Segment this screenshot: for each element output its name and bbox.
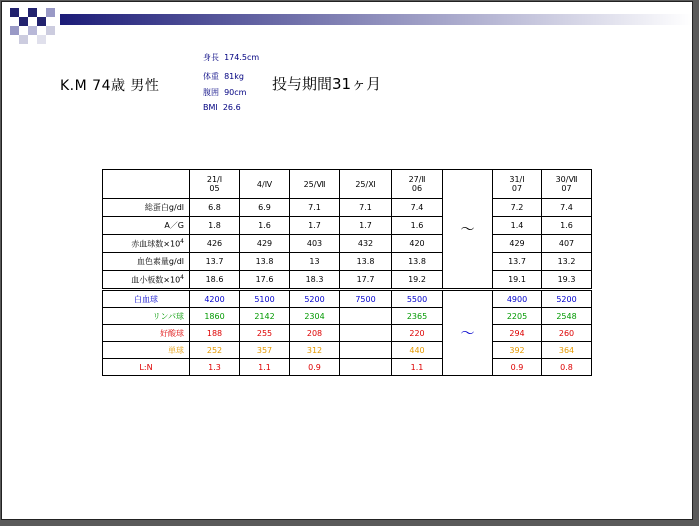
- cell: 4900: [493, 291, 542, 308]
- cell: 432: [340, 235, 392, 253]
- cell: 426: [190, 235, 240, 253]
- cell: [340, 359, 392, 376]
- row-label: 血小板数$\times 10^4$: [103, 271, 190, 289]
- table-row: [103, 291, 592, 308]
- cell: 1.8: [190, 217, 240, 235]
- header-date: 4/Ⅳ: [240, 170, 290, 199]
- weight-stat: 体重 81kg: [203, 72, 244, 81]
- cell: 260: [542, 325, 592, 342]
- cell: 7.4: [542, 199, 592, 217]
- blood-test-table: [102, 169, 592, 289]
- cell: 255: [240, 325, 290, 342]
- table-row: [103, 253, 592, 271]
- cell: 2548: [542, 308, 592, 325]
- table-row: [103, 199, 592, 217]
- table-row: [103, 271, 592, 289]
- cell: 19.2: [392, 271, 443, 289]
- header-date: 25/Ⅺ: [340, 170, 392, 199]
- cell: [340, 342, 392, 359]
- white-blood-cell-table: [102, 290, 592, 376]
- cell: 420: [392, 235, 443, 253]
- cell: 7.2: [493, 199, 542, 217]
- cell: 2304: [290, 308, 340, 325]
- row-label: 白血球: [103, 291, 190, 308]
- cell: 208: [290, 325, 340, 342]
- header-date: 21/Ⅰ 05: [190, 170, 240, 199]
- row-label: 赤血球数$\times 10^4$: [103, 235, 190, 253]
- table-row: [103, 325, 592, 342]
- cell: 7.4: [392, 199, 443, 217]
- cell: [340, 308, 392, 325]
- table-row: [103, 235, 592, 253]
- cell: 19.3: [542, 271, 592, 289]
- dosing-period: 投与期間31ヶ月: [272, 75, 382, 93]
- tilde-separator: ～: [443, 291, 493, 376]
- cell: 392: [493, 342, 542, 359]
- cell: 5500: [392, 291, 443, 308]
- slide: [1, 1, 693, 520]
- cell: 5200: [542, 291, 592, 308]
- cell: 312: [290, 342, 340, 359]
- cell: 19.1: [493, 271, 542, 289]
- cell: 1.1: [240, 359, 290, 376]
- cell: 1.7: [290, 217, 340, 235]
- cell: 2142: [240, 308, 290, 325]
- row-label: 単球: [103, 342, 190, 359]
- table-row: [103, 217, 592, 235]
- cell: 13.7: [493, 253, 542, 271]
- cell: 440: [392, 342, 443, 359]
- cell: 17.6: [240, 271, 290, 289]
- header-date: 27/Ⅱ 06: [392, 170, 443, 199]
- header-blank: [103, 170, 190, 199]
- table-row: [103, 342, 592, 359]
- cell: 0.9: [290, 359, 340, 376]
- cell: 1.6: [240, 217, 290, 235]
- cell: 5100: [240, 291, 290, 308]
- decorative-header-banner: [2, 2, 692, 52]
- cell: 7.1: [290, 199, 340, 217]
- tilde-separator: ～: [443, 170, 493, 289]
- cell: 1.6: [542, 217, 592, 235]
- cell: 188: [190, 325, 240, 342]
- height-stat: 身長 174.5cm: [203, 53, 260, 62]
- bmi-stat: BMI 26.6: [203, 103, 241, 112]
- waist-stat: 腹囲 90cm: [203, 88, 247, 97]
- table-row: [103, 359, 592, 376]
- cell: 294: [493, 325, 542, 342]
- row-label: 総蛋白g/dl: [103, 199, 190, 217]
- cell: 2365: [392, 308, 443, 325]
- cell: [340, 325, 392, 342]
- cell: 429: [240, 235, 290, 253]
- row-label: リンパ球: [103, 308, 190, 325]
- cell: 1.3: [190, 359, 240, 376]
- header-date: 25/Ⅶ: [290, 170, 340, 199]
- cell: 4200: [190, 291, 240, 308]
- cell: 0.8: [542, 359, 592, 376]
- cell: 364: [542, 342, 592, 359]
- cell: 6.9: [240, 199, 290, 217]
- cell: 7.1: [340, 199, 392, 217]
- header-date: 30/Ⅶ 07: [542, 170, 592, 199]
- cell: 220: [392, 325, 443, 342]
- cell: 357: [240, 342, 290, 359]
- cell: 13.2: [542, 253, 592, 271]
- cell: 17.7: [340, 271, 392, 289]
- header-date: 31/Ⅰ 07: [493, 170, 542, 199]
- cell: 13.8: [392, 253, 443, 271]
- row-label: 血色素量g/dl: [103, 253, 190, 271]
- cell: 2205: [493, 308, 542, 325]
- cell: 1.1: [392, 359, 443, 376]
- cell: 403: [290, 235, 340, 253]
- header-row: [103, 170, 592, 199]
- cell: 0.9: [493, 359, 542, 376]
- row-label: A／G: [103, 217, 190, 235]
- cell: 13.8: [340, 253, 392, 271]
- cell: 1.6: [392, 217, 443, 235]
- cell: 18.3: [290, 271, 340, 289]
- cell: 13.8: [240, 253, 290, 271]
- cell: 429: [493, 235, 542, 253]
- cell: 1.7: [340, 217, 392, 235]
- cell: 407: [542, 235, 592, 253]
- row-label: 好酸球: [103, 325, 190, 342]
- cell: 7500: [340, 291, 392, 308]
- cell: 18.6: [190, 271, 240, 289]
- patient-info: K.M 74歳 男性: [60, 78, 160, 94]
- row-label: L:N: [103, 359, 190, 376]
- cell: 6.8: [190, 199, 240, 217]
- cell: 13.7: [190, 253, 240, 271]
- cell: 1.4: [493, 217, 542, 235]
- cell: 1860: [190, 308, 240, 325]
- table-row: [103, 308, 592, 325]
- cell: 252: [190, 342, 240, 359]
- cell: 13: [290, 253, 340, 271]
- cell: 5200: [290, 291, 340, 308]
